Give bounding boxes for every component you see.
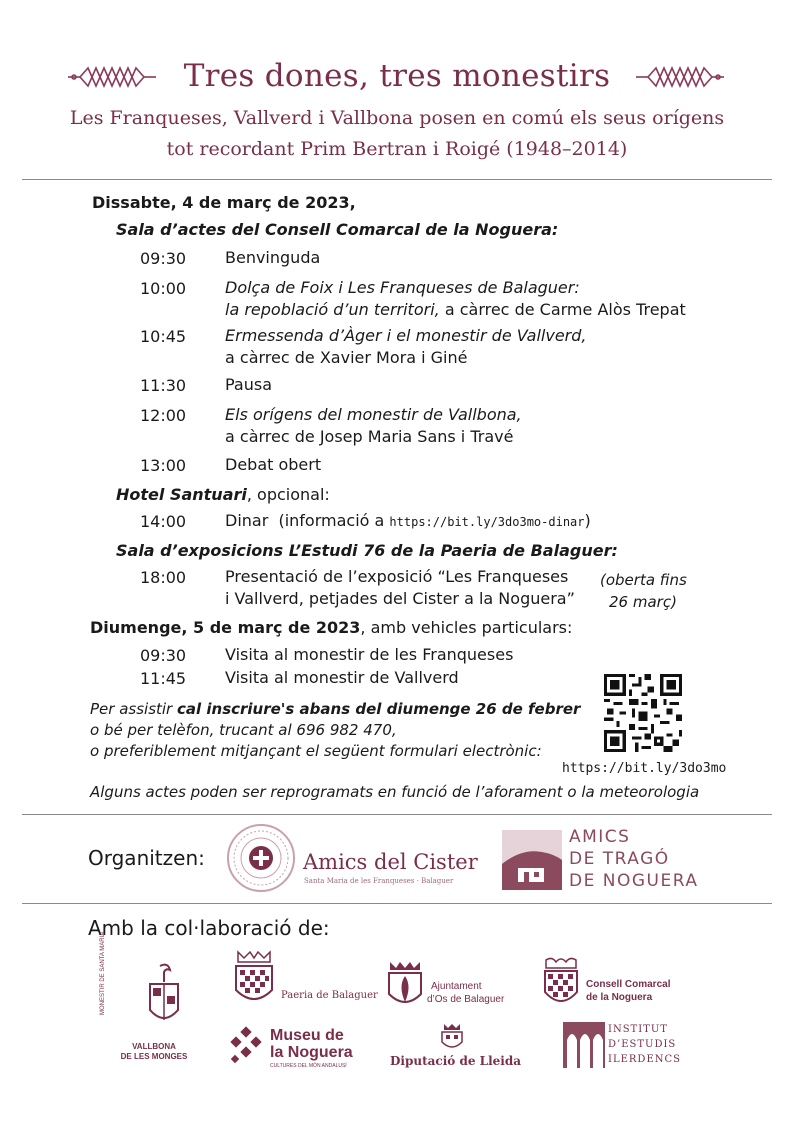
registration-line-2: o bé per telèfon, trucant al 696 982 470, [90,721,397,739]
paeria-shield-icon [232,950,276,1010]
talk-vallbona-speaker: a càrrec de Josep Maria Sans i Travé [225,427,514,446]
time-d2-1145: 11:45 [140,669,187,688]
os-line-2: d’Os de Balaguer [427,994,505,1005]
item-benvinguda: Benvinguda [225,248,321,267]
divider [22,903,772,904]
talk-ermessenda-title: Ermessenda d’Àger i el monestir de Vallverd, [225,326,587,345]
vallbona-crest-icon [134,962,194,1034]
time-0930: 09:30 [140,249,187,268]
disclaimer: Alguns actes poden ser reprogramats en funció de l’aforament o la meteorologia [90,783,700,801]
divider [22,814,772,815]
iei-line-2: D’ESTUDIS [608,1039,677,1050]
divider [22,179,772,180]
expo-note-1: (oberta fins [600,571,687,589]
vallbona-line-1: VALLBONA [132,1042,176,1051]
visit-vallverd: Visita al monestir de Vallverd [225,668,459,687]
consell-comarcal-shield-icon [542,956,580,1012]
os-line-1: Ajuntament [431,981,482,992]
time-1300: 13:00 [140,456,187,475]
registration-line-1: Per assistir cal inscriure's abans del diumenge 26 de febrer [90,700,581,718]
registration-line-3: o preferiblement mitjançant el següent formulari electrònic: [90,742,542,760]
dinar-link[interactable]: https://bit.ly/3do3mo-dinar [389,515,585,529]
day2-date: Diumenge, 5 de març de 2023, amb vehicles particulars: [90,618,573,637]
iei-arches-icon [563,1022,605,1068]
qr-code[interactable] [604,674,682,752]
venue-hotel: Hotel Santuari, opcional: [116,485,330,504]
iei-line-3: ILERDENCS [608,1054,681,1065]
day1-date: Dissabte, 4 de març de 2023, [92,193,356,212]
diputacio-name: Diputació de Lleida [390,1054,522,1068]
diputacio-shield-icon [440,1022,464,1052]
time-1800: 18:00 [140,568,187,587]
talk-dolca-speaker: la repoblació d’un territori, a càrrec de Carme Alòs Trepat [225,300,686,319]
page-title: Tres dones, tres monestirs [183,58,611,94]
os-balaguer-shield-icon [386,958,424,1012]
paeria-name: Paeria de Balaguer [281,990,378,1001]
time-1000: 10:00 [140,279,187,298]
organizers-label: Organitzen: [88,846,205,870]
time-1200: 12:00 [140,406,187,425]
museu-line-2: la Noguera [270,1044,353,1061]
vallbona-side-text: MONESTIR DE SANTA MARIA [100,931,106,1015]
qr-url[interactable]: https://bit.ly/3do3mo [562,761,727,776]
time-1400: 14:00 [140,512,187,531]
amics-cister-seal-icon [226,823,296,893]
consell-line-2: de la Noguera [586,992,653,1003]
consell-line-1: Consell Comarcal [586,979,671,990]
iei-line-1: INSTITUT [608,1024,668,1035]
item-dinar: Dinar (informació a https://bit.ly/3do3mo-dinar) [225,511,591,530]
subtitle-line-2: tot recordant Prim Bertran i Roigé (1948–2014) [166,138,628,160]
amics-trago-logo-icon [502,830,562,890]
vallbona-line-2: DE LES MONGES [120,1052,188,1061]
trago-line-1: AMICS [569,827,631,847]
trago-line-2: DE TRAGÓ [569,849,670,869]
talk-dolca-title: Dolça de Foix i Les Franqueses de Balaguer: [225,278,580,297]
time-1045: 10:45 [140,327,187,346]
collaboration-label: Amb la col·laboració de: [88,916,330,940]
item-debat: Debat obert [225,455,322,474]
expo-line-2: i Vallverd, petjades del Cister a la Noguera” [225,589,575,608]
subtitle-line-1: Les Franqueses, Vallverd i Vallbona posen en comú els seus orígens [69,107,725,129]
visit-franqueses: Visita al monestir de les Franqueses [225,645,514,664]
trago-line-3: DE NOGUERA [569,871,699,891]
time-1130: 11:30 [140,376,187,395]
talk-ermessenda-speaker: a càrrec de Xavier Mora i Giné [225,348,468,367]
expo-note-2: 26 març) [609,593,677,611]
amics-cister-name: Amics del Cister [303,850,478,874]
talk-vallbona-title: Els orígens del monestir de Vallbona, [225,405,522,424]
time-d2-0930: 09:30 [140,646,187,665]
museu-line-1: Museu de [270,1027,344,1044]
venue-consell: Sala d’actes del Consell Comarcal de la Noguera: [116,220,559,239]
item-pausa: Pausa [225,375,273,394]
museu-noguera-logo-icon [226,1026,266,1066]
venue-estudi76: Sala d’exposicions L’Estudi 76 de la Paeria de Balaguer: [116,541,618,560]
amics-cister-sub: Santa Maria de les Franqueses · Balaguer [304,877,454,885]
museu-sub: CULTURES DEL MÓN ANDALUSÍ [270,1063,347,1069]
expo-line-1: Presentació de l’exposició “Les Franqueses [225,567,569,586]
